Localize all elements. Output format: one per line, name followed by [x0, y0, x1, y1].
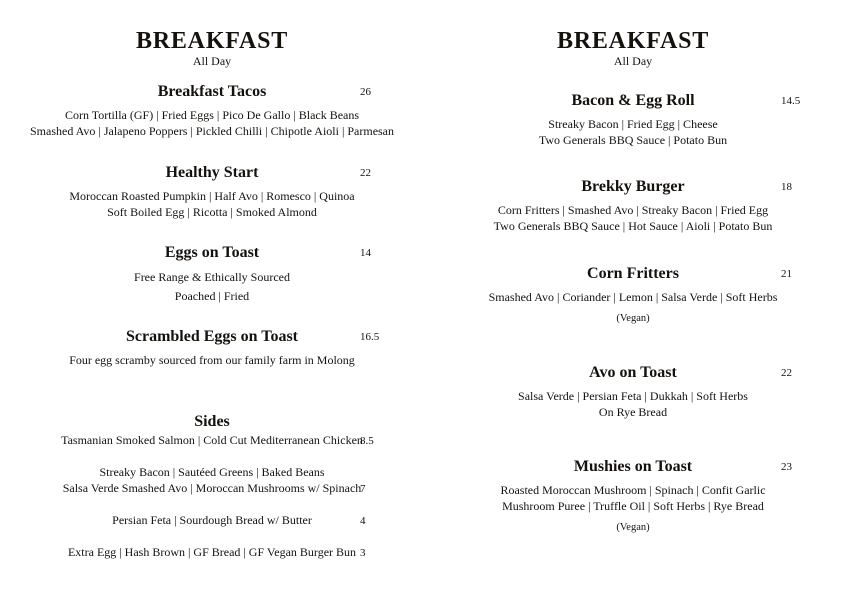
item-description-line: Soft Boiled Egg | Ricotta | Smoked Almond	[107, 205, 317, 219]
item-description-line: Smashed Avo | Jalapeno Poppers | Pickled Chilli | Chipotle Aioli | Parmesan	[29, 124, 395, 138]
item-name: Brekky Burger	[581, 178, 685, 195]
item-name: Bacon & Egg Roll	[571, 92, 695, 109]
item-description-line: Corn Fritters | Smashed Avo | Streaky Bacon | Fried Egg	[497, 203, 769, 217]
item-description-line: Salsa Verde Smashed Avo | Moroccan Mushrooms w/ Spinach	[62, 481, 362, 495]
sides-entry-extra-egg	[12, 544, 412, 560]
item-description	[12, 107, 412, 139]
item-description	[12, 352, 412, 368]
item-description	[433, 116, 833, 148]
item-description	[433, 202, 833, 234]
item-description-line: Tasmanian Smoked Salmon | Cold Cut Mediterranean Chicken	[61, 433, 363, 447]
item-description-line: Extra Egg | Hash Brown | GF Bread | GF Vegan Burger Bun	[67, 545, 357, 559]
item-price: 14	[360, 247, 371, 259]
item-description-line: Two Generals BBQ Sauce | Hot Sauce | Aioli | Potato Bun	[493, 219, 773, 233]
menu-item-avo-on-toast	[433, 362, 833, 420]
item-price: 23	[781, 461, 792, 473]
item-name: Avo on Toast	[589, 364, 677, 381]
item-description-line: Streaky Bacon | Fried Egg | Cheese	[548, 117, 718, 131]
item-description-line: Two Generals BBQ Sauce | Potato Bun	[538, 133, 728, 147]
item-description-line: Roasted Moroccan Mushroom | Spinach | Confit Garlic	[500, 483, 766, 497]
item-name: Scrambled Eggs on Toast	[125, 328, 299, 345]
menu-item-corn-fritters	[433, 263, 833, 326]
item-price: 16.5	[360, 331, 380, 343]
sides-entry-bacon-greens-beans	[12, 464, 412, 496]
item-description-line: Smashed Avo | Coriander | Lemon | Salsa Verde | Soft Herbs	[488, 290, 778, 304]
item-description	[433, 388, 833, 420]
item-price: 22	[360, 167, 371, 179]
item-description-line: Poached | Fried	[174, 289, 250, 303]
vegan-tag: (Vegan)	[616, 313, 650, 324]
item-price: 14.5	[781, 95, 801, 107]
menu-section-sides	[12, 411, 412, 433]
item-description	[433, 482, 833, 535]
item-description	[12, 268, 412, 306]
menu-subtitle: All Day	[192, 54, 232, 68]
item-description-line: Four egg scramby sourced from our family farm in Molong	[69, 353, 355, 367]
item-description-line: Corn Tortilla (GF) | Fried Eggs | Pico De Gallo | Black Beans	[64, 108, 360, 122]
item-price: 7	[360, 483, 366, 495]
vegan-tag: (Vegan)	[616, 522, 650, 533]
menu-item-breakfast-tacos	[12, 81, 412, 139]
menu-item-healthy-start	[12, 162, 412, 220]
item-name: Eggs on Toast	[164, 244, 260, 261]
menu-item-eggs-on-toast	[12, 242, 412, 306]
menu-item-mushies-on-toast	[433, 456, 833, 535]
item-price: 21	[781, 268, 792, 280]
item-description-line: Free Range & Ethically Sourced	[134, 270, 290, 284]
item-name: Healthy Start	[165, 164, 259, 181]
menu-item-bacon-egg-roll	[433, 90, 833, 148]
item-description-line: Streaky Bacon | Sautéed Greens | Baked Beans	[99, 465, 325, 479]
item-price: 8.5	[360, 435, 374, 447]
item-price: 4	[360, 515, 366, 527]
menu-column-right	[433, 0, 833, 595]
menu-subtitle: All Day	[613, 54, 653, 68]
item-price: 22	[781, 367, 792, 379]
menu-header-left	[12, 26, 412, 68]
item-description-line: Moroccan Roasted Pumpkin | Half Avo | Romesco | Quinoa	[69, 189, 355, 203]
menu-header-right	[433, 26, 833, 68]
menu-title: BREAKFAST	[135, 28, 289, 54]
section-title: Sides	[194, 413, 230, 430]
menu-item-brekky-burger	[433, 176, 833, 234]
item-price: 3	[360, 547, 366, 559]
menu-title: BREAKFAST	[556, 28, 710, 54]
sides-entry-persian-feta	[12, 512, 412, 528]
item-description-line: On Rye Bread	[598, 405, 668, 419]
menu-item-scrambled-eggs-on-toast	[12, 326, 412, 368]
item-name: Corn Fritters	[587, 265, 679, 282]
item-price: 26	[360, 86, 371, 98]
item-description-line: Persian Feta | Sourdough Bread w/ Butter	[112, 513, 312, 527]
sides-entry-smoked-salmon	[12, 432, 412, 448]
item-description-line: Salsa Verde | Persian Feta | Dukkah | Soft Herbs	[518, 389, 748, 403]
item-price: 18	[781, 181, 792, 193]
item-description	[433, 289, 833, 326]
item-description	[12, 188, 412, 220]
item-name: Breakfast Tacos	[157, 83, 267, 100]
menu-column-left	[12, 0, 412, 595]
item-description-line: Mushroom Puree | Truffle Oil | Soft Herbs | Rye Bread	[502, 499, 764, 513]
item-name: Mushies on Toast	[573, 458, 693, 475]
